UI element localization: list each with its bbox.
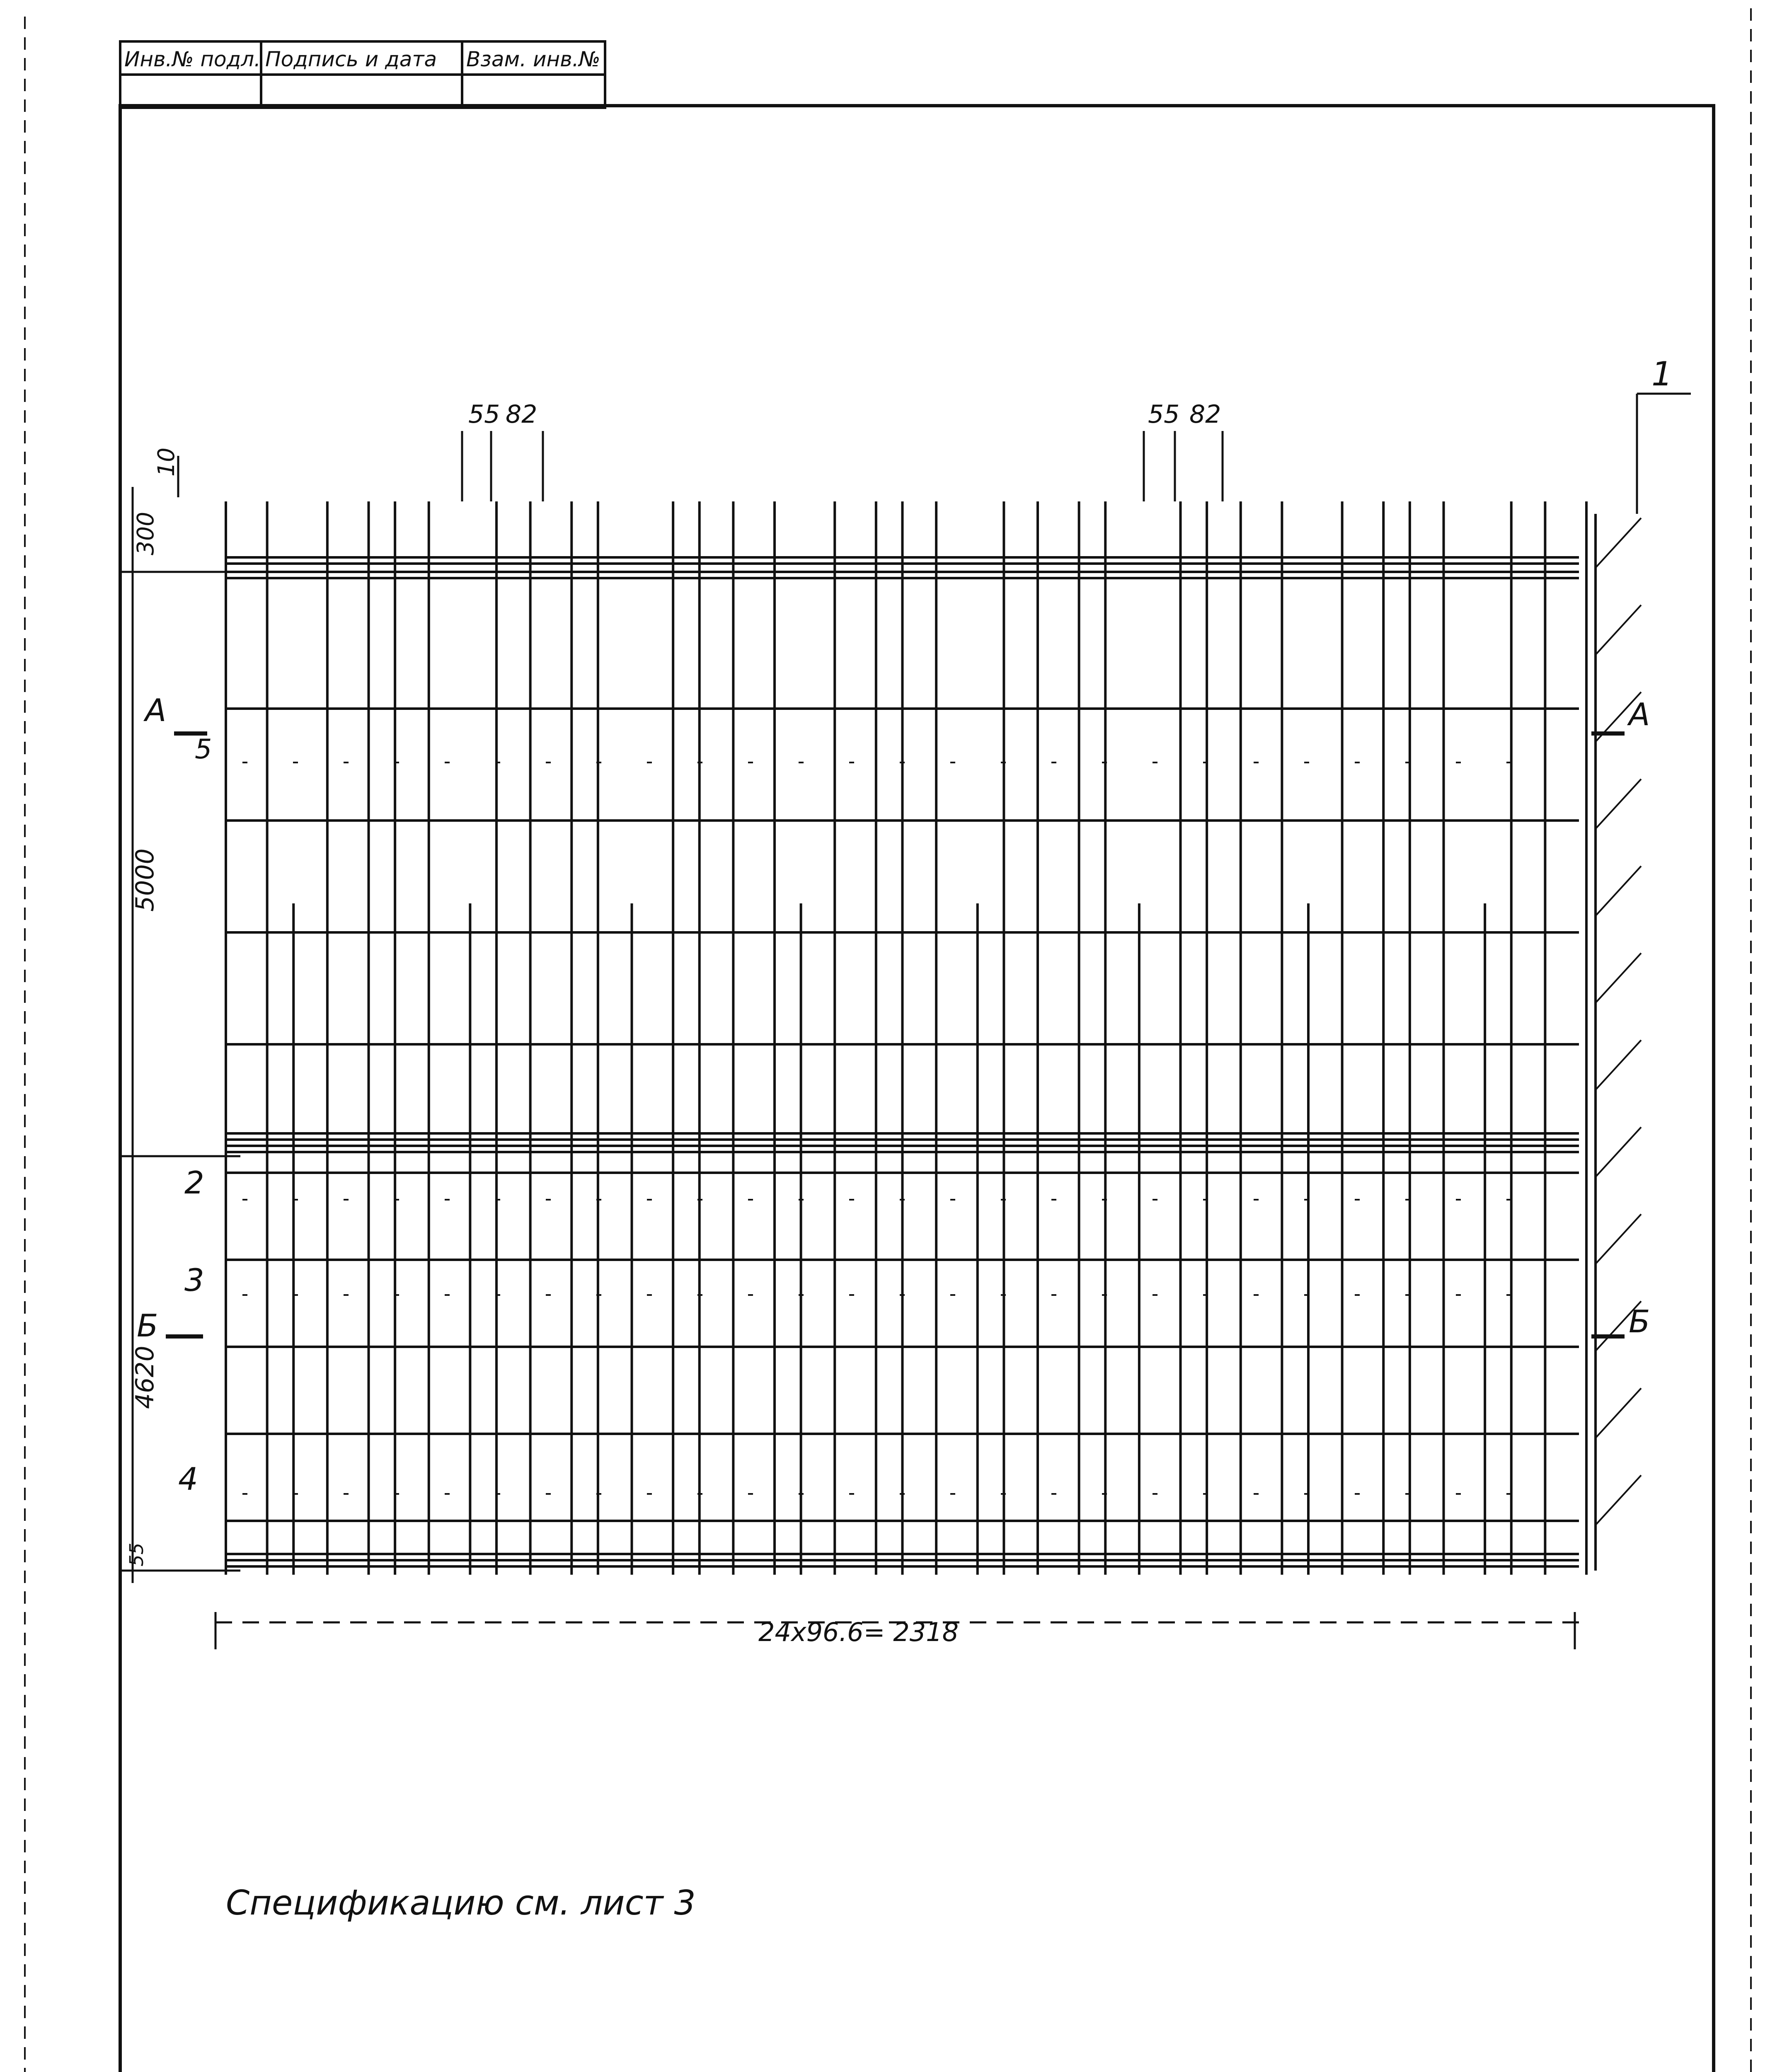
- frame-edge-diagonal: [1596, 1040, 1641, 1090]
- section-a-left: А: [145, 692, 167, 729]
- dimension-lines: [120, 394, 1691, 1649]
- frame-edge-diagonal: [1596, 1127, 1641, 1177]
- frame: [25, 8, 1770, 2072]
- frame-edge-diagonal: [1596, 953, 1641, 1003]
- callout-2: 2: [184, 1164, 204, 1201]
- dim-left-55: 55: [126, 1542, 148, 1566]
- reinforcement-frame: [226, 501, 1641, 1575]
- dim-left-300: 300: [132, 512, 159, 555]
- callout-1: 1: [1651, 355, 1673, 393]
- dim-left-5000: 5000: [131, 848, 160, 912]
- specification-note: Спецификацию см. лист 3: [226, 1883, 696, 1923]
- callout-5: 5: [195, 734, 212, 765]
- stamp-label-1: Инв.№ подл.: [124, 47, 261, 71]
- dim-left-4620: 4620: [131, 1346, 160, 1409]
- dim-bottom-overall: 24x96.6= 2318: [758, 1617, 959, 1647]
- dim-top-right-82: 82: [1189, 400, 1221, 429]
- dim-top-left-55: 55: [468, 400, 500, 429]
- section-marks: [166, 733, 1625, 1336]
- frame-edge-diagonal: [1596, 605, 1641, 655]
- dim-top-right-55: 55: [1148, 400, 1180, 429]
- stamp-label-2: Подпись и дата: [265, 47, 437, 71]
- stamp-label-3: Взам. инв.№: [466, 47, 600, 71]
- callout-4: 4: [178, 1461, 198, 1497]
- frame-edge-diagonal: [1596, 518, 1641, 568]
- section-b-right: Б: [1629, 1303, 1650, 1340]
- section-b-left: Б: [137, 1307, 158, 1344]
- frame-edge-diagonal: [1596, 866, 1641, 916]
- frame-edge-diagonal: [1596, 1475, 1641, 1525]
- section-a-right: А: [1629, 696, 1650, 733]
- frame-edge-diagonal: [1596, 1214, 1641, 1264]
- frame-edge-diagonal: [1596, 779, 1641, 829]
- frame-edge-diagonal: [1596, 1388, 1641, 1438]
- callout-3: 3: [184, 1262, 204, 1298]
- dim-top-gap: 10: [153, 448, 179, 477]
- dim-top-left-82: 82: [506, 400, 538, 429]
